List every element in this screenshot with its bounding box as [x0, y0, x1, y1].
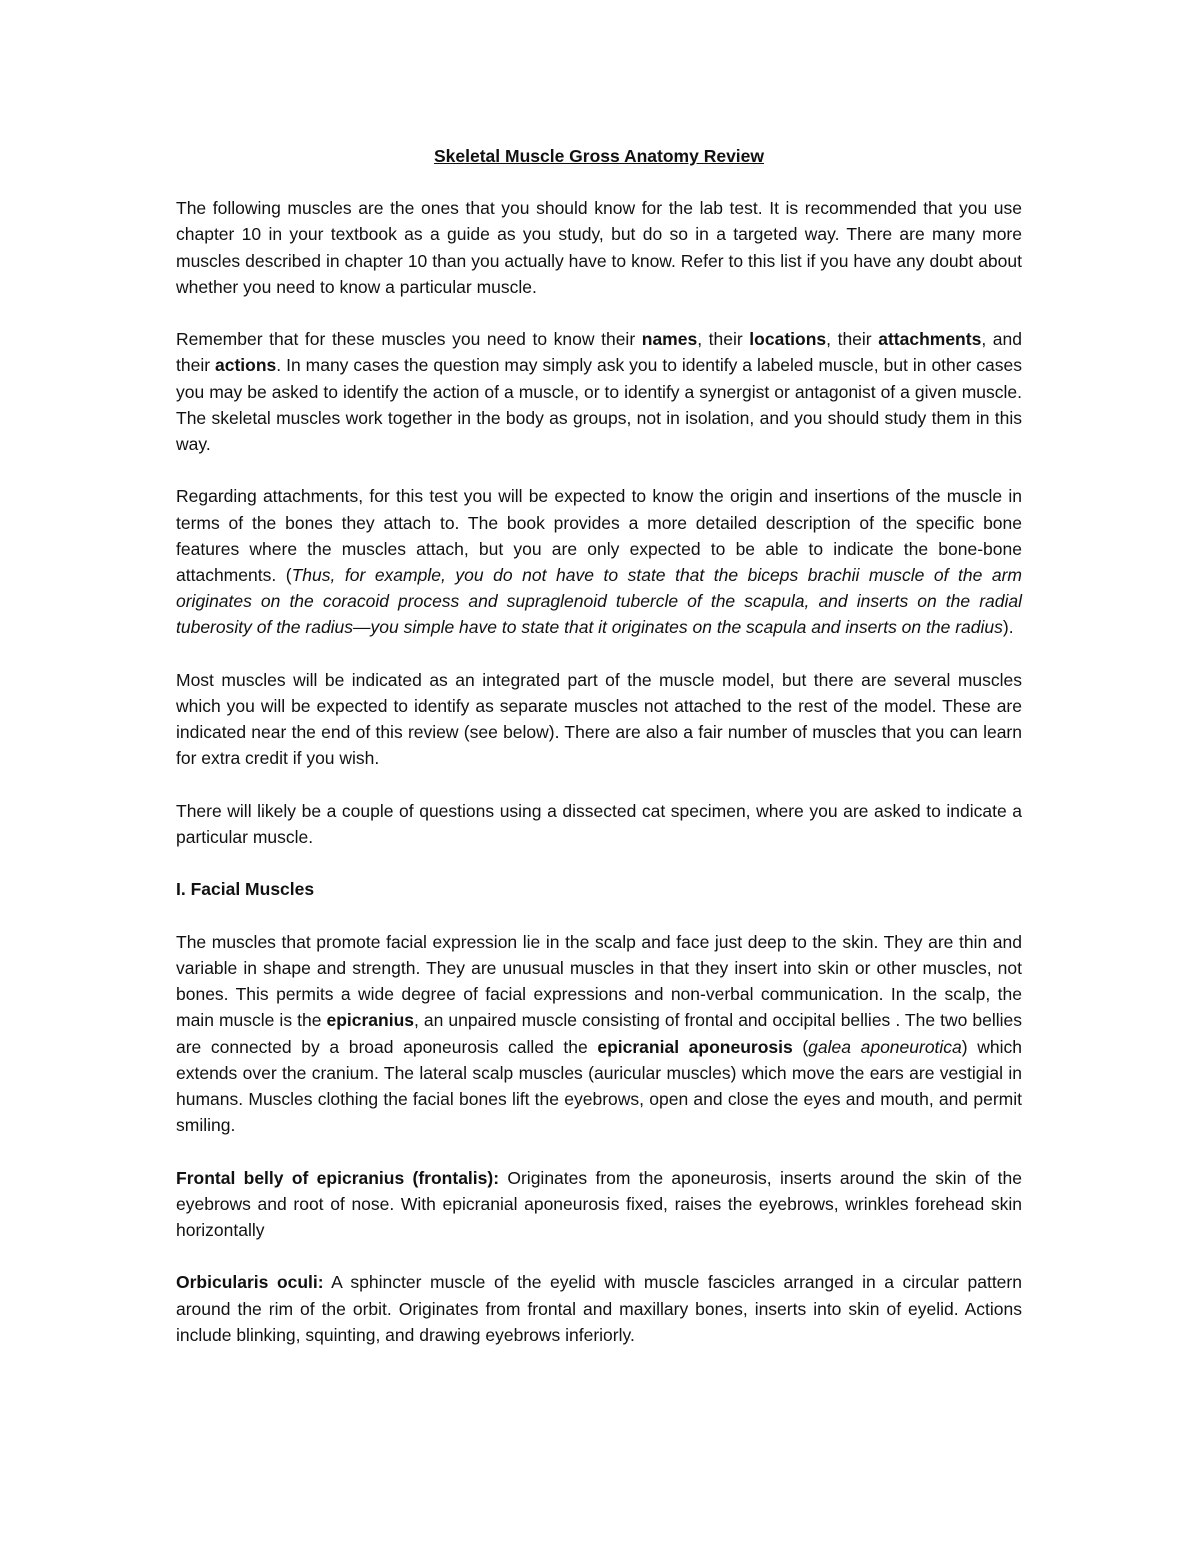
section-heading-facial-muscles: I. Facial Muscles	[176, 879, 315, 900]
bold-attachments: attachments	[878, 329, 982, 350]
italic-example: Thus, for example, you do not have to state that the biceps brachii muscle of the arm originates on the coracoid process and supraglenoid tubercle of the scapula, and inserts on the radial tuberosity of the radius—you simple have to state that it originates on the scapula and inserts on the radius	[176, 565, 1022, 638]
text-run: A sphincter muscle of the eyelid with muscle fascicles arranged in a circular pattern around the rim of the orbit. Originates from frontal and maxillary bones, inserts into skin of eyelid. Actions include blinking, squinting, and drawing eyebrows inferiorly.	[176, 1272, 1022, 1345]
text-run: Originates from the aponeurosis, inserts around the skin of the eyebrows and root of nose. With epicranial aponeurosis fixed, raises the eyebrows, wrinkles forehead skin horizontally	[176, 1167, 1022, 1241]
text-run: , an unpaired muscle consisting of frontal and occipital bellies . The two bellies are connected by a broad aponeurosis called the	[176, 1010, 1022, 1057]
frontalis-paragraph	[176, 1165, 1022, 1244]
text-run: Remember that for these muscles you need to know their	[176, 329, 642, 350]
model-paragraph: Most muscles will be indicated as an integrated part of the muscle model, but there are several muscles which you will be expected to identify as separate muscles not attached to the rest of the model. These are indicated near the end of this review (see below). There are also a fair number of muscles that you can learn for extra credit if you wish.	[176, 669, 1022, 769]
bold-epicranius: epicranius	[326, 1010, 415, 1031]
text-run: ) which extends over the cranium. The lateral scalp muscles (auricular muscles) which move the ears are vestigial in humans. Muscles clothing the facial bones lift the eyebrows, open and close the eyes and mouth, and permit smiling.	[176, 1036, 1022, 1136]
facial-muscles-paragraph	[176, 929, 1022, 1139]
text-run: ).	[1002, 617, 1014, 638]
bold-actions: actions	[215, 355, 277, 376]
bold-orbicularis-oculi: Orbicularis oculi:	[176, 1272, 324, 1293]
bold-names: names	[641, 329, 698, 350]
text-run: The muscles that promote facial expression lie in the scalp and face just deep to the skin. They are thin and variable in shape and strength. They are unusual muscles in that they insert into skin or other muscles, not bones. This permits a wide degree of facial expressions and non-verbal communication. In the scalp, the main muscle is the	[176, 931, 1022, 1031]
remember-paragraph	[176, 326, 1022, 457]
text-run: . In many cases the question may simply ask you to identify a labeled muscle, but in other cases you may be asked to identify the action of a muscle, or to identify a synergist or antagonist of a given muscle. The skeletal muscles work together in the body as groups, not in isolation, and you should study them in this way.	[176, 355, 1022, 455]
bold-epicranial-aponeurosis: epicranial aponeurosis	[597, 1036, 793, 1057]
text-run: Regarding attachments, for this test you will be expected to know the origin and insertions of the muscle in terms of the bones they attach to. The book provides a more detailed description of the specific bone features where the muscles attach, but you are only expected to be able to indicate the bone-bone attachments. (	[176, 486, 1022, 586]
text-run: , their	[826, 329, 879, 350]
text-run: , and their	[176, 329, 1022, 376]
italic-galea: galea aponeurotica	[808, 1036, 962, 1057]
intro-paragraph: The following muscles are the ones that you should know for the lab test. It is recommended that you use chapter 10 in your textbook as a guide as you study, but do so in a targeted way. There are many more muscles described in chapter 10 than you actually have to know. Refer to this list if you have any doubt about whether you need to know a particular muscle.	[176, 198, 1022, 297]
bold-locations: locations	[749, 329, 827, 350]
text-run: , their	[697, 329, 750, 350]
document-page	[176, 143, 1022, 1374]
attachments-paragraph	[176, 483, 1022, 640]
bold-frontalis: Frontal belly of epicranius (frontalis):	[176, 1167, 500, 1188]
orbicularis-oculi-paragraph	[176, 1269, 1022, 1348]
text-run: (	[792, 1036, 809, 1057]
cat-specimen-paragraph: There will likely be a couple of questions using a dissected cat specimen, where you are asked to indicate a particular muscle.	[176, 800, 1022, 848]
document-title: Skeletal Muscle Gross Anatomy Review	[433, 146, 765, 166]
